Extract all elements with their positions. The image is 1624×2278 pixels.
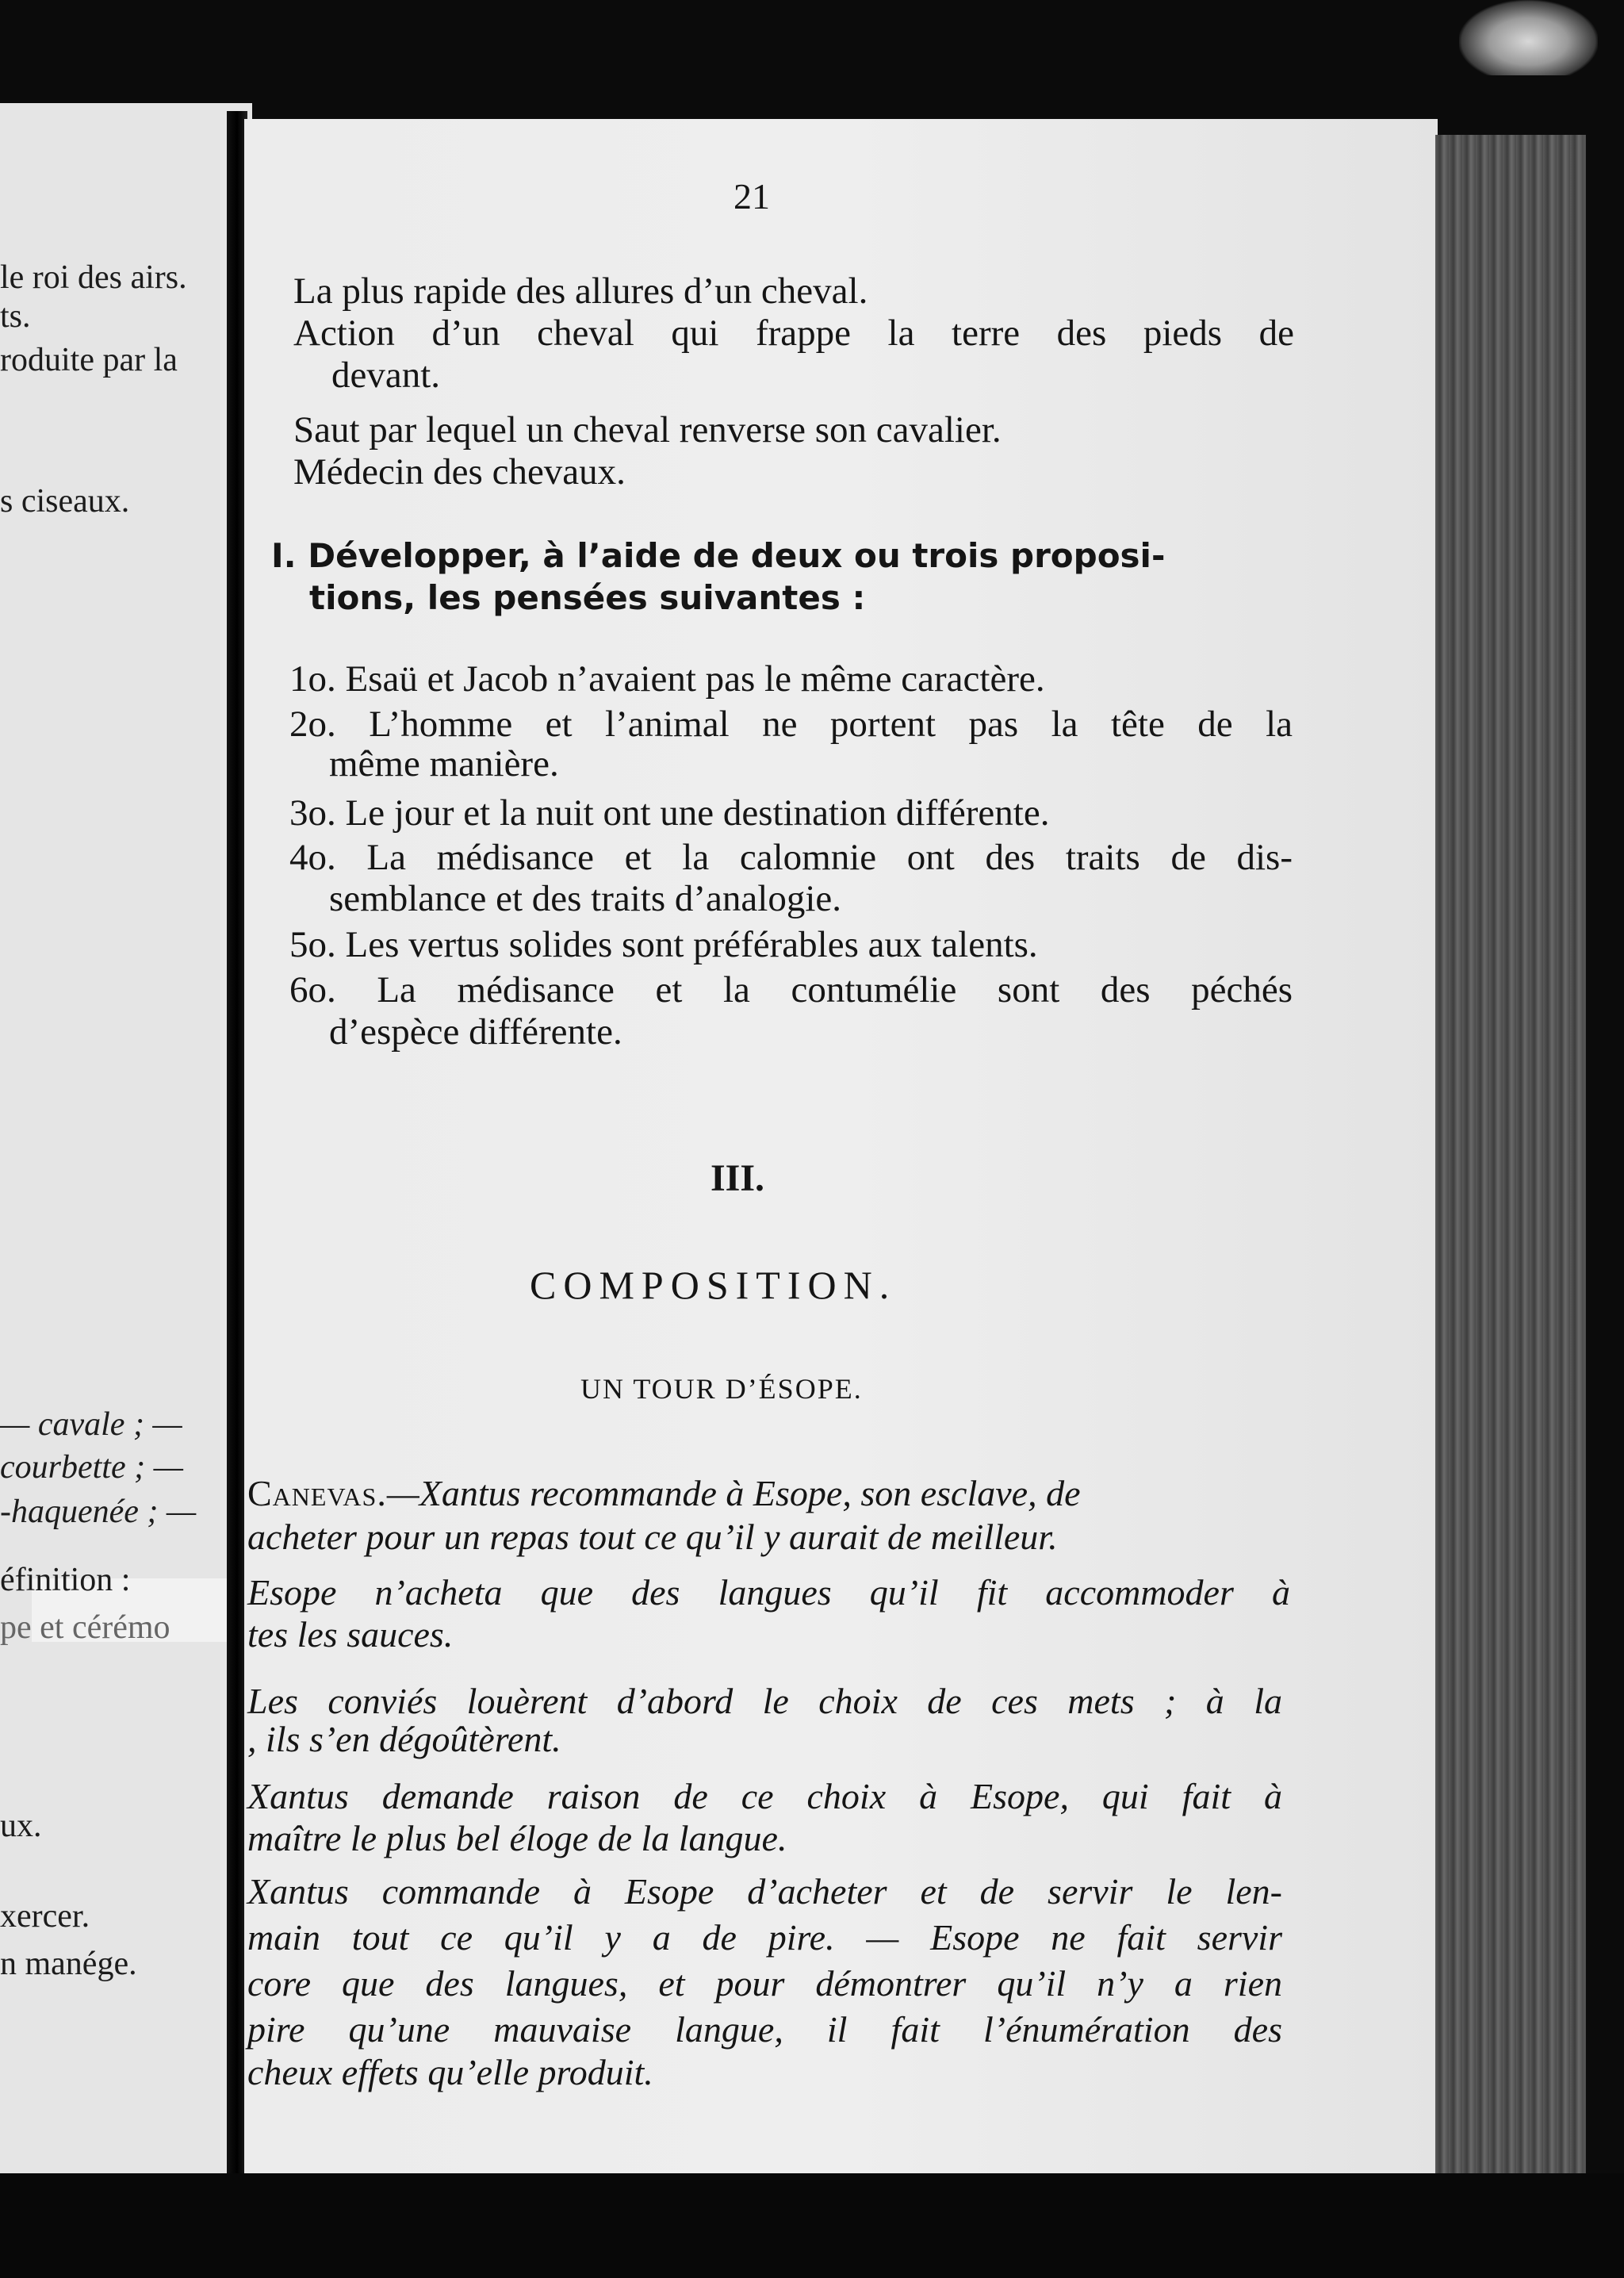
proposition-line: 6o. La médisance et la contumélie sont des péchés [289, 969, 1293, 1011]
left-page [0, 103, 252, 2205]
definition-line: La plus rapide des allures d’un cheval. [293, 270, 868, 312]
definition-line: Médecin des chevaux. [293, 451, 626, 493]
canevas-text: —Xantus recommande à Esope, son esclave, de [386, 1473, 1081, 1513]
scan-bottom-edge [0, 2173, 1624, 2278]
left-line: s ciseaux. [0, 483, 130, 520]
page-number: 21 [733, 176, 770, 217]
left-line: n manége. [0, 1946, 137, 1982]
canevas-line: core que des langues, et pour démontrer qu’il n’y a rien [247, 1963, 1282, 2004]
canevas-line: Esope n’acheta que des langues qu’il fit accommoder à [247, 1572, 1290, 1613]
definition-line: Action d’un cheval qui frappe la terre des pieds de [293, 313, 1294, 354]
left-line: pe et cérémo [0, 1609, 170, 1646]
exercise-heading: tions, les pensées suivantes : [309, 578, 866, 617]
canevas-line [247, 1475, 1081, 1512]
left-line: ts. [0, 298, 31, 335]
left-line: courbette ; — [0, 1449, 183, 1486]
definition-line: devant. [331, 355, 441, 396]
exercise-heading: I. Développer, à l’aide de deux ou trois proposi- [271, 536, 1166, 575]
proposition-line: 2o. L’homme et l’animal ne portent pas la tête de la [289, 704, 1293, 745]
section-title: COMPOSITION. [530, 1263, 897, 1307]
definition-line: Saut par lequel un cheval renverse son cavalier. [293, 409, 1002, 451]
proposition-line: semblance et des traits d’analogie. [329, 878, 841, 919]
left-line: — cavale ; — [0, 1406, 182, 1443]
canevas-line: cheux effets qu’elle produit. [247, 2052, 653, 2092]
canevas-line: main tout ce qu’il y a de pire. — Esope ne fait servir [247, 1917, 1282, 1958]
section-subtitle: UN TOUR D’ÉSOPE. [580, 1373, 863, 1405]
left-line: ux. [0, 1808, 42, 1844]
section-number: III. [710, 1157, 765, 1199]
proposition-line: 4o. La médisance et la calomnie ont des traits de dis- [289, 837, 1293, 878]
page-edges [1435, 135, 1586, 2173]
canevas-line: Xantus demande raison de ce choix à Esope, qui fait à [247, 1776, 1282, 1816]
canevas-line: Xantus commande à Esope d’acheter et de servir le len- [247, 1871, 1282, 1912]
proposition-line: d’espèce différente. [329, 1011, 622, 1053]
left-line: roduite par la [0, 342, 178, 378]
canevas-line: maître le plus bel éloge de la langue. [247, 1818, 787, 1858]
proposition-line: 3o. Le jour et la nuit ont une destination différente. [289, 792, 1050, 834]
left-line: le roi des airs. [0, 259, 187, 296]
left-line: éfinition : [0, 1562, 131, 1598]
canevas-line: Les conviés louèrent d’abord le choix de ces mets ; à la [247, 1681, 1282, 1721]
left-line: xercer. [0, 1898, 90, 1935]
corner-stamp [1459, 0, 1598, 75]
canevas-line: acheter pour un repas tout ce qu’il y aurait de meilleur. [247, 1517, 1058, 1557]
proposition-line: 1o. Esaü et Jacob n’avaient pas le même caractère. [289, 658, 1045, 700]
canevas-line: , ils s’en dégoûtèrent. [247, 1719, 561, 1759]
proposition-line: même manière. [329, 743, 559, 784]
proposition-line: 5o. Les vertus solides sont préférables aux talents. [289, 924, 1038, 965]
canevas-line: pire qu’une mauvaise langue, il fait l’énumération des [247, 2009, 1282, 2050]
left-line: -haquenée ; — [0, 1494, 197, 1530]
canevas-label: Canevas. [247, 1473, 387, 1513]
canevas-line: tes les sauces. [247, 1614, 454, 1655]
